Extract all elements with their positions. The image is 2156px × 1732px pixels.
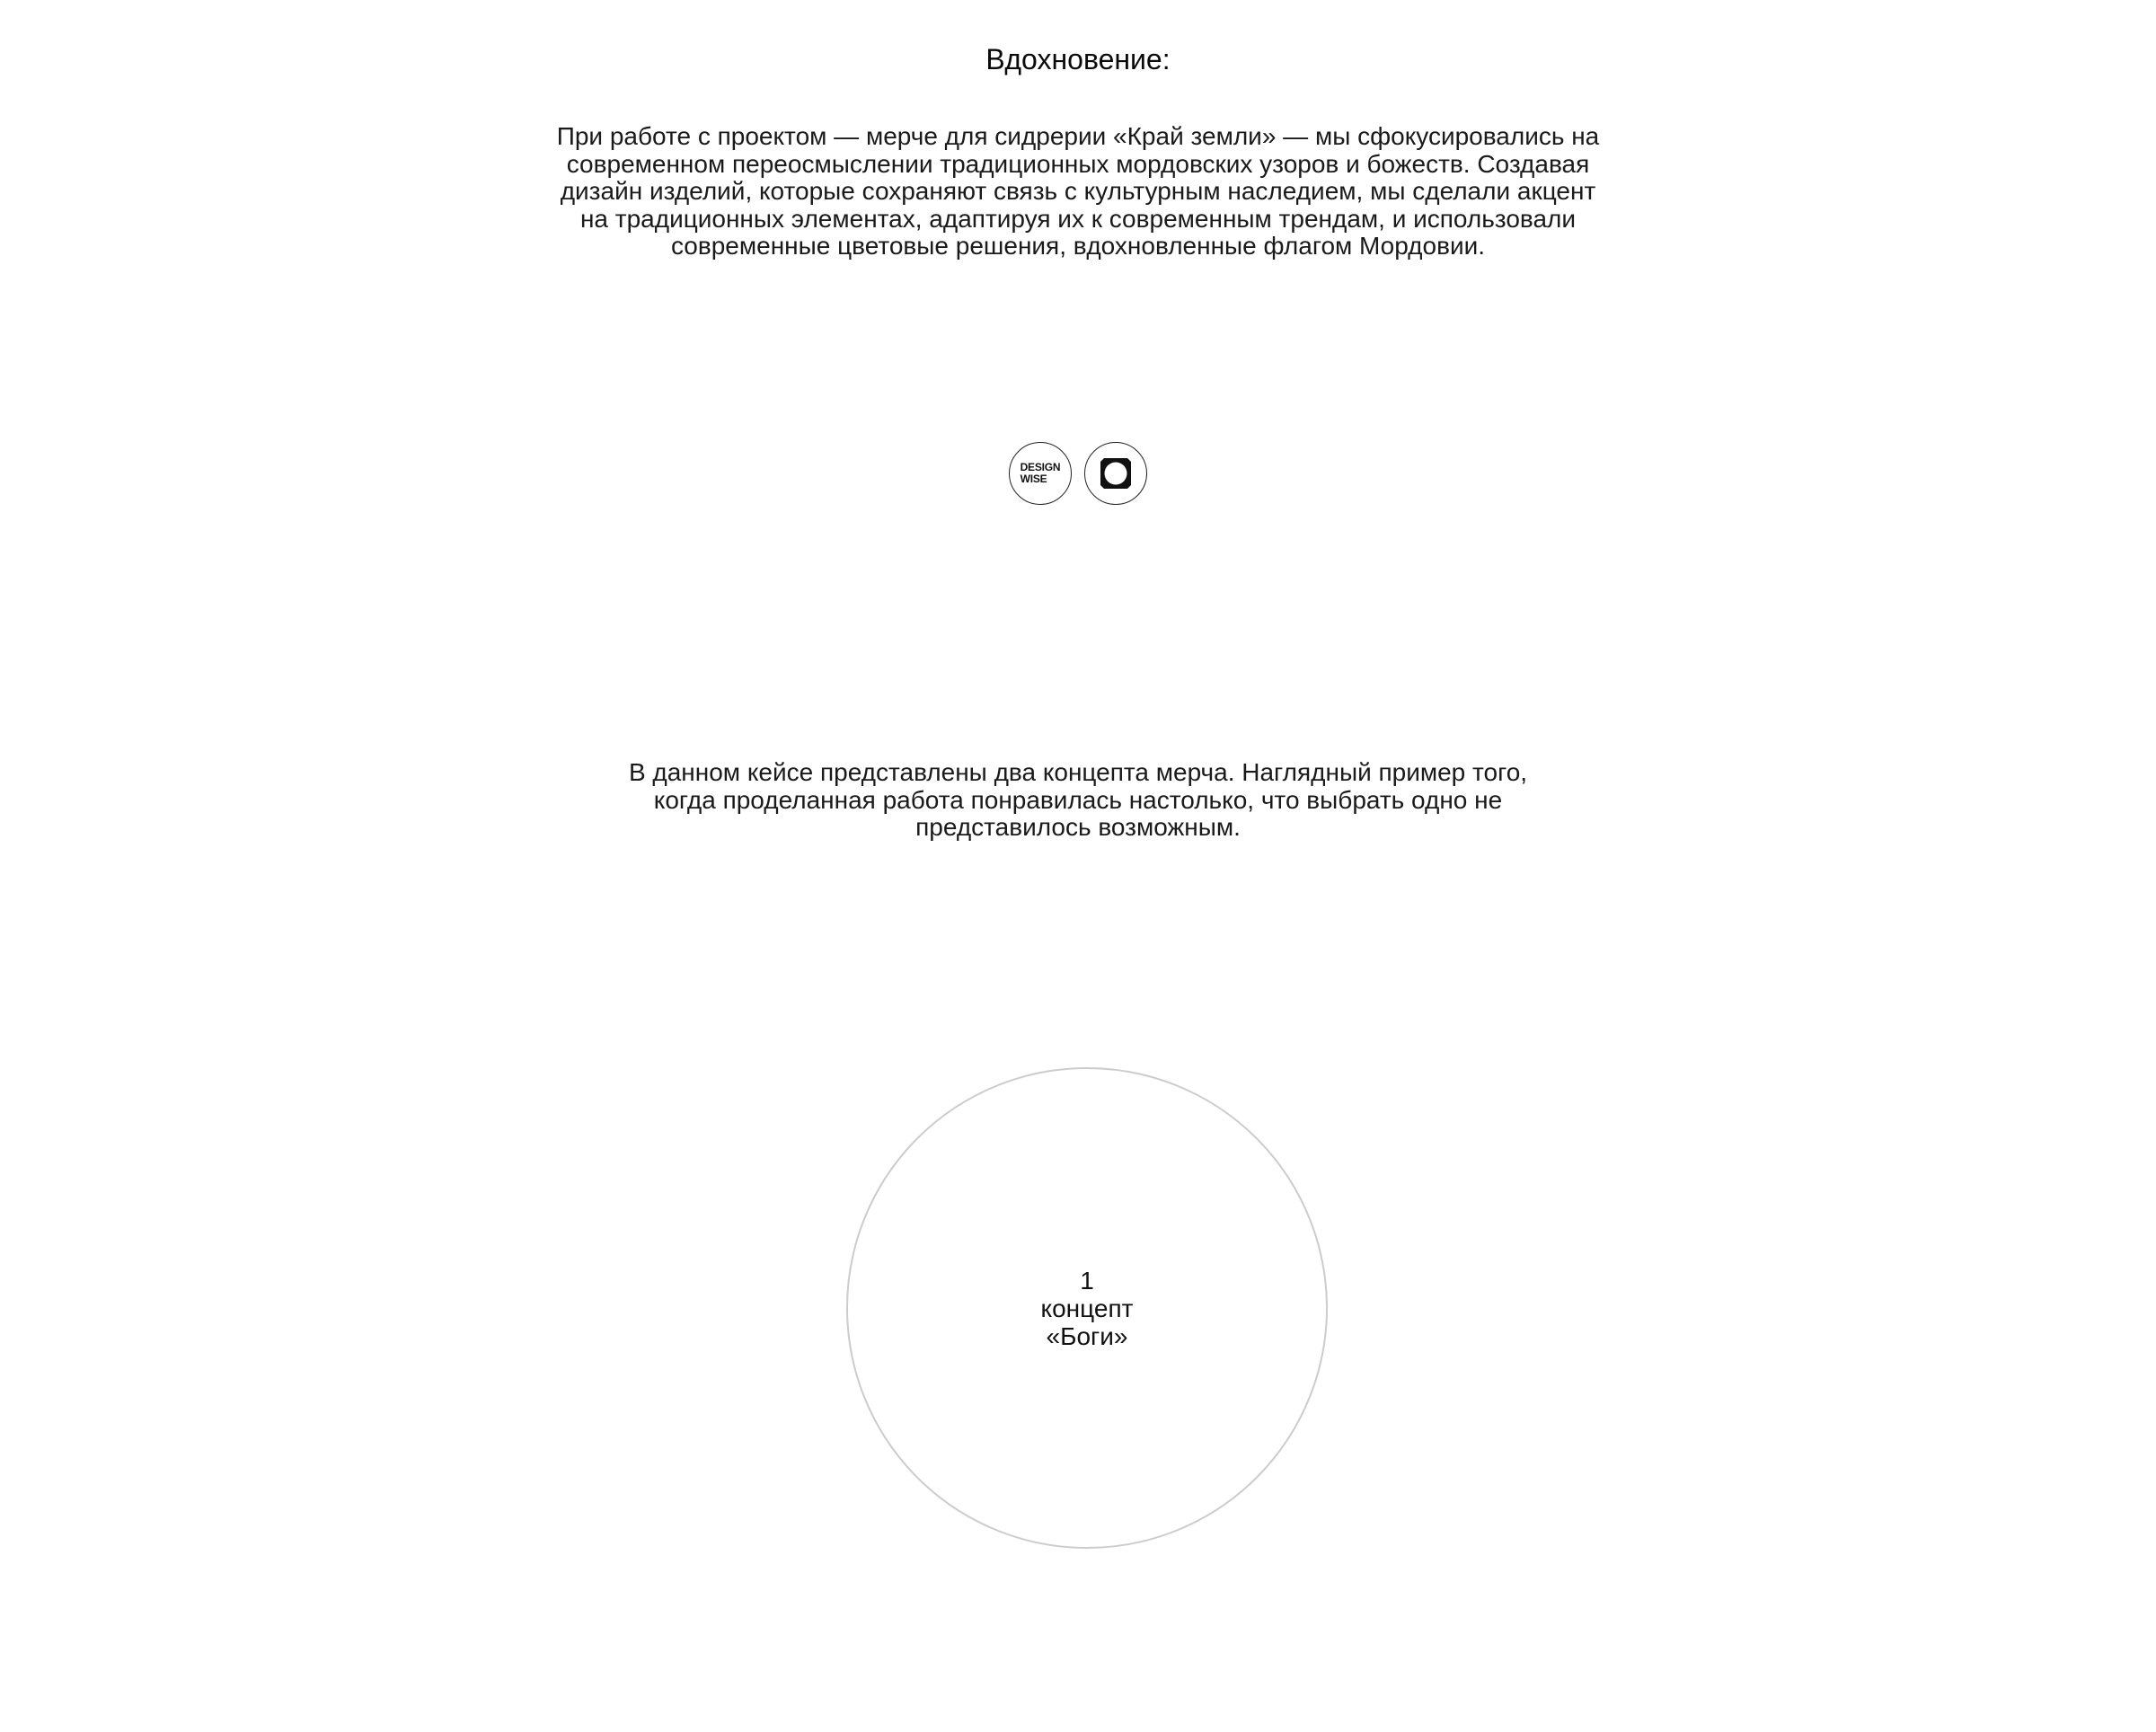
inspiration-line: современном переосмыслении традиционных мордовских узоров и божеств. Создавая [566,149,1590,178]
case-paragraph [593,759,1563,842]
ring-square-logo-icon[interactable] [1084,442,1147,505]
concept-name: «Боги» [1046,1321,1128,1350]
inspiration-paragraph [503,123,1653,261]
designwise-logo-text [1021,462,1061,485]
ring-square-glyph-icon [1096,454,1135,493]
designwise-logo-line1: DESIGN [1020,461,1061,473]
inspiration-line: При работе с проектом — мерче для сидрерии «Край земли» — мы сфокусировались на [556,122,1600,150]
case-line: В данном кейсе представлены два концепта мерча. Наглядный пример того, [628,758,1528,786]
concept-1-label [1041,1267,1134,1350]
designwise-logo-icon[interactable] [1009,442,1072,505]
case-line: представилось возможным. [915,813,1241,841]
concept-1-button[interactable] [846,1067,1328,1549]
inspiration-heading: Вдохновение: [985,43,1171,75]
inspiration-line: на традиционных элементах, адаптируя их к современным трендам, и использовали [579,204,1577,233]
inspiration-line: дизайн изделий, которые сохраняют связь с культурным наследием, мы сделали акцент [560,177,1596,205]
concept-word: концепт [1040,1294,1134,1322]
designwise-logo-line2: WISE [1020,473,1047,485]
case-line: когда проделанная работа понравилась настолько, что выбрать одно не [653,785,1503,814]
inspiration-line: современные цветовые решения, вдохновленные флагом Мордовии. [670,232,1486,260]
concept-number: 1 [1080,1266,1094,1295]
logos-row [0,442,2156,505]
